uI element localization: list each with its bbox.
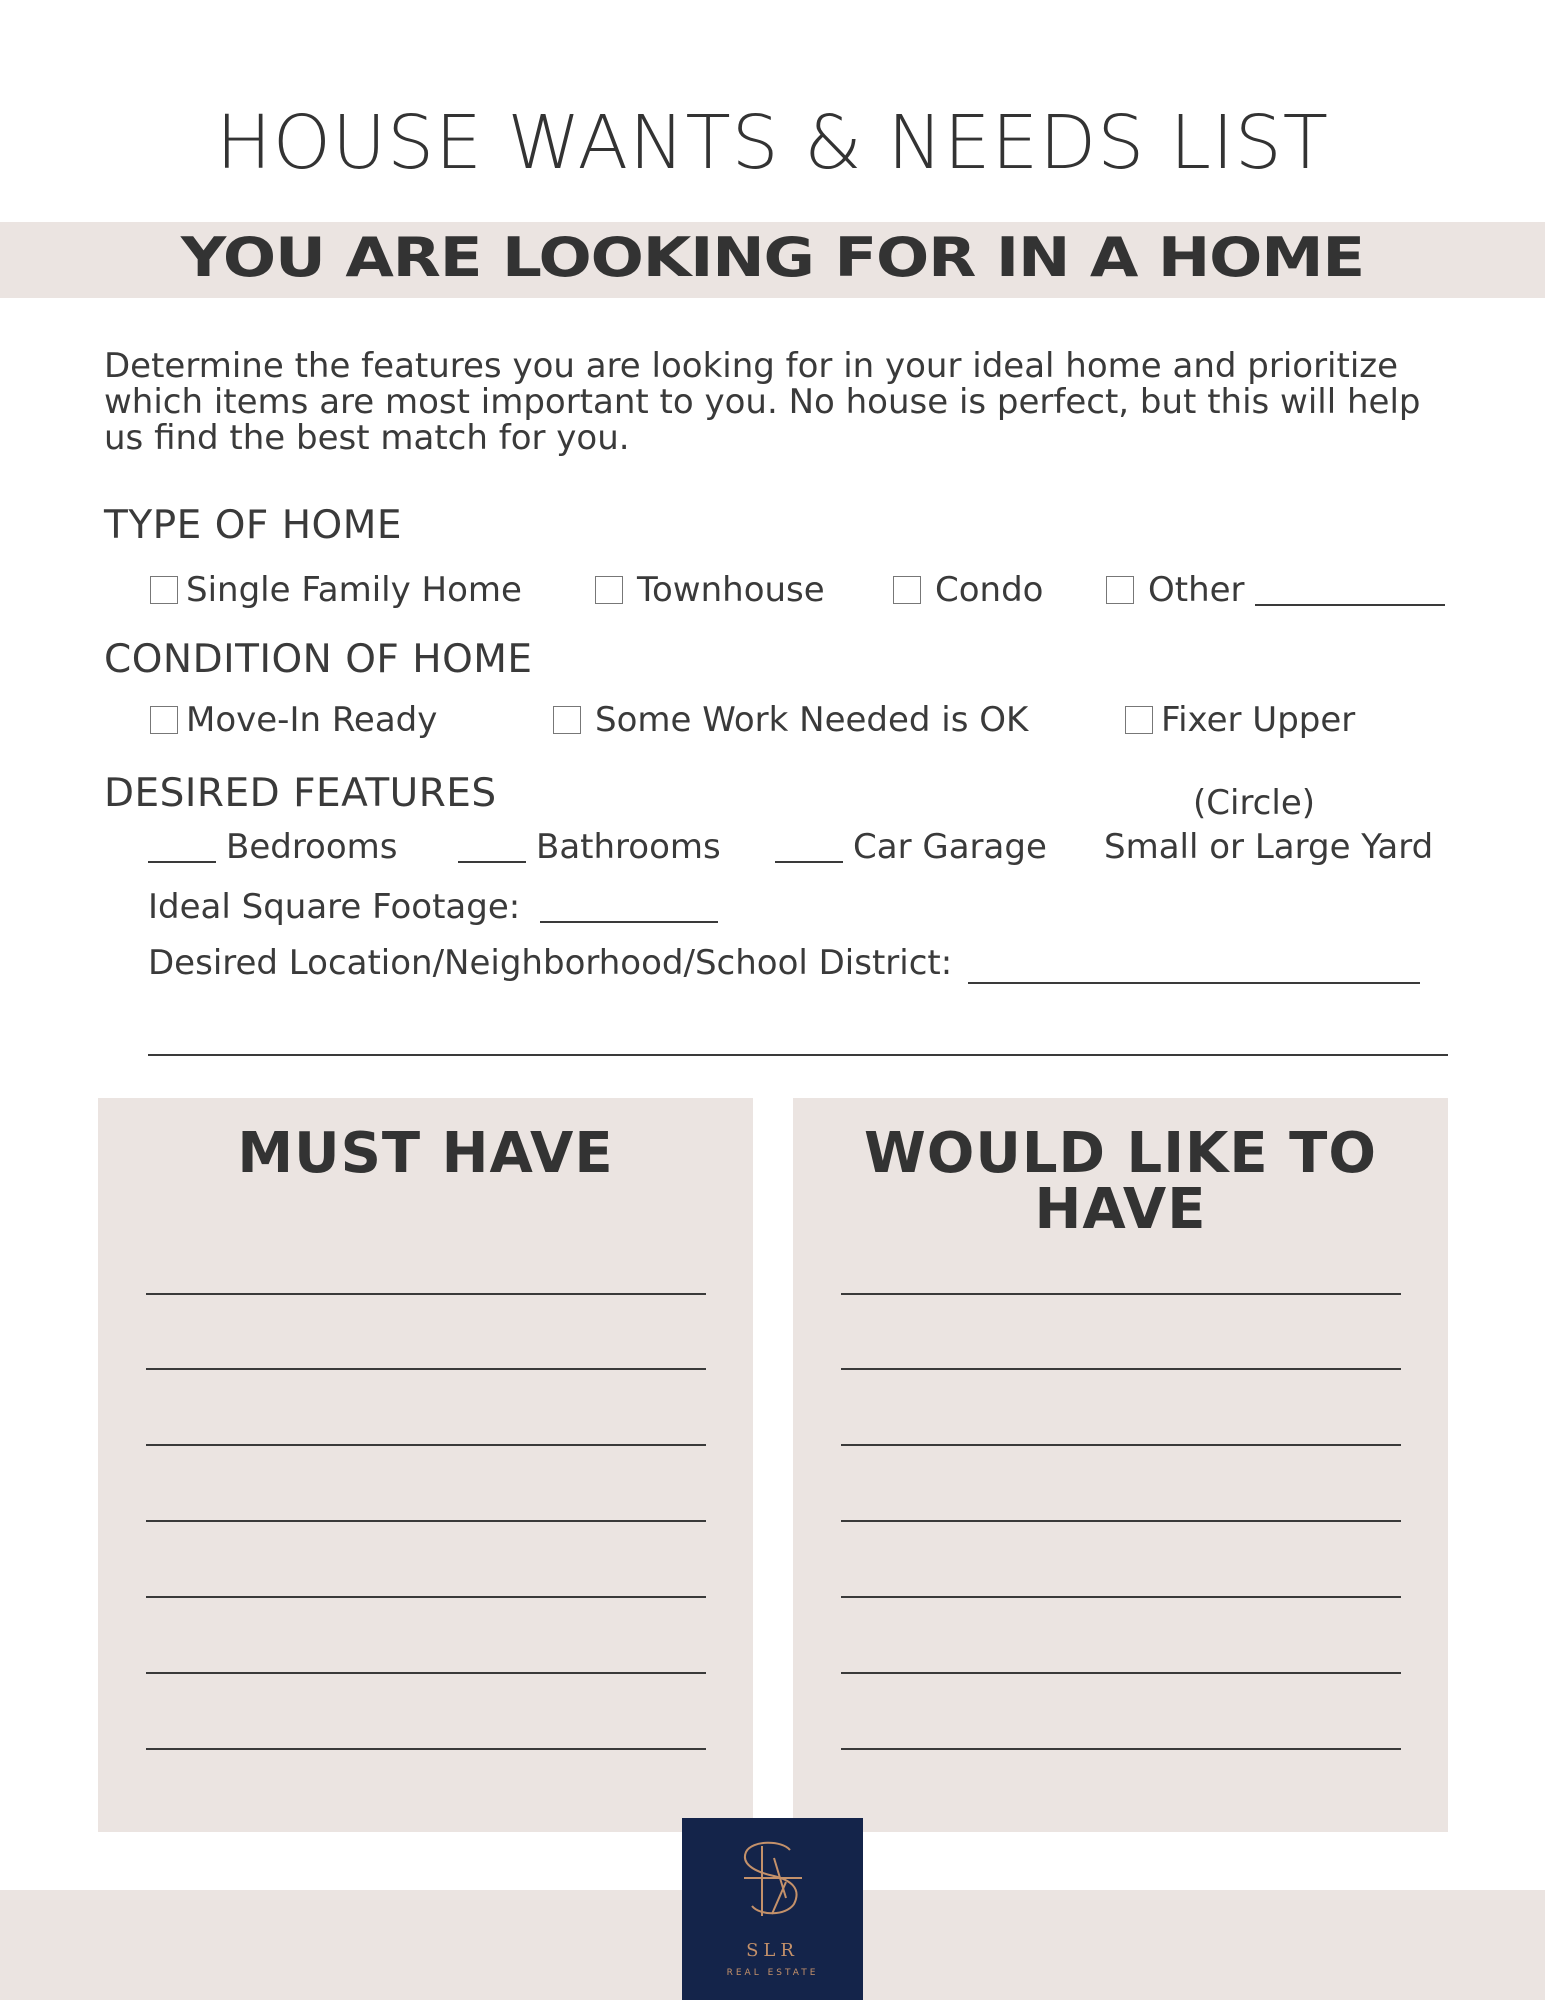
- checkbox-some-work[interactable]: [553, 706, 581, 734]
- would-like-title-line-1: WOULD LIKE TO: [864, 1121, 1377, 1186]
- car-garage-blank[interactable]: [775, 831, 843, 863]
- must-have-line-1[interactable]: [146, 1293, 706, 1295]
- other-blank-line[interactable]: [1255, 574, 1445, 606]
- subtitle-banner: [0, 222, 1545, 298]
- logo-name: SLR: [746, 1940, 799, 1961]
- car-garage-field[interactable]: [775, 827, 1047, 867]
- square-footage-field[interactable]: [148, 887, 718, 927]
- would-like-line-4[interactable]: [841, 1520, 1401, 1522]
- intro-paragraph: Determine the features you are looking for in your ideal home and prioritize which items are most important to you. No house is perfect, but this will help us find the best match for you.: [104, 346, 1421, 458]
- option-label: Townhouse: [637, 570, 825, 610]
- must-have-panel: [98, 1098, 753, 1832]
- location-label: Desired Location/Neighborhood/School District:: [148, 943, 953, 983]
- option-some-work[interactable]: [553, 700, 1028, 740]
- bedrooms-blank[interactable]: [148, 831, 216, 863]
- company-logo: [682, 1818, 863, 2000]
- location-blank-line-2[interactable]: [148, 1054, 1448, 1056]
- must-have-line-4[interactable]: [146, 1520, 706, 1522]
- monogram-icon: [682, 1818, 863, 1938]
- option-label: Single Family Home: [186, 570, 522, 610]
- checkbox-single-family[interactable]: [150, 576, 178, 604]
- location-field[interactable]: [148, 942, 1420, 984]
- option-label: Other: [1148, 570, 1245, 610]
- bedrooms-field[interactable]: [148, 827, 398, 867]
- square-footage-label: Ideal Square Footage:: [148, 887, 521, 927]
- circle-note: (Circle): [1193, 783, 1316, 823]
- square-footage-blank[interactable]: [540, 891, 718, 923]
- would-like-title-line-2: HAVE: [1034, 1177, 1207, 1242]
- location-blank[interactable]: [968, 942, 1420, 984]
- must-have-line-6[interactable]: [146, 1672, 706, 1674]
- would-like-line-1[interactable]: [841, 1293, 1401, 1295]
- bedrooms-label: Bedrooms: [226, 827, 398, 867]
- option-move-in-ready[interactable]: [150, 700, 437, 740]
- bathrooms-field[interactable]: [458, 827, 721, 867]
- page-title: HOUSE WANTS & NEEDS LIST: [216, 100, 1329, 186]
- must-have-line-2[interactable]: [146, 1368, 706, 1370]
- option-condo[interactable]: [893, 570, 1043, 610]
- bathrooms-blank[interactable]: [458, 831, 526, 863]
- type-of-home-heading: TYPE OF HOME: [104, 503, 403, 548]
- must-have-title: MUST HAVE: [237, 1121, 614, 1186]
- desired-features-heading: DESIRED FEATURES: [104, 771, 497, 816]
- must-have-line-5[interactable]: [146, 1596, 706, 1598]
- condition-heading: CONDITION OF HOME: [104, 637, 533, 682]
- would-like-line-6[interactable]: [841, 1672, 1401, 1674]
- yard-option[interactable]: Small or Large Yard: [1104, 827, 1434, 867]
- subtitle-banner-text: YOU ARE LOOKING FOR IN A HOME: [180, 226, 1365, 289]
- logo-tagline: REAL ESTATE: [726, 1968, 819, 1978]
- would-like-line-2[interactable]: [841, 1368, 1401, 1370]
- bathrooms-label: Bathrooms: [536, 827, 721, 867]
- checkbox-condo[interactable]: [893, 576, 921, 604]
- would-like-panel: [793, 1098, 1448, 1832]
- option-townhouse[interactable]: [595, 570, 825, 610]
- would-like-line-3[interactable]: [841, 1444, 1401, 1446]
- option-label: Some Work Needed is OK: [595, 700, 1029, 740]
- checkbox-move-in-ready[interactable]: [150, 706, 178, 734]
- option-label: Move-In Ready: [186, 700, 438, 740]
- must-have-line-7[interactable]: [146, 1748, 706, 1750]
- would-like-line-7[interactable]: [841, 1748, 1401, 1750]
- option-label: Fixer Upper: [1161, 700, 1356, 740]
- checkbox-townhouse[interactable]: [595, 576, 623, 604]
- option-single-family[interactable]: [150, 570, 522, 610]
- must-have-line-3[interactable]: [146, 1444, 706, 1446]
- car-garage-label: Car Garage: [853, 827, 1047, 867]
- checkbox-other[interactable]: [1106, 576, 1134, 604]
- would-like-line-5[interactable]: [841, 1596, 1401, 1598]
- option-label: Condo: [935, 570, 1044, 610]
- option-other[interactable]: [1106, 570, 1445, 610]
- option-fixer-upper[interactable]: [1125, 700, 1355, 740]
- checkbox-fixer-upper[interactable]: [1125, 706, 1153, 734]
